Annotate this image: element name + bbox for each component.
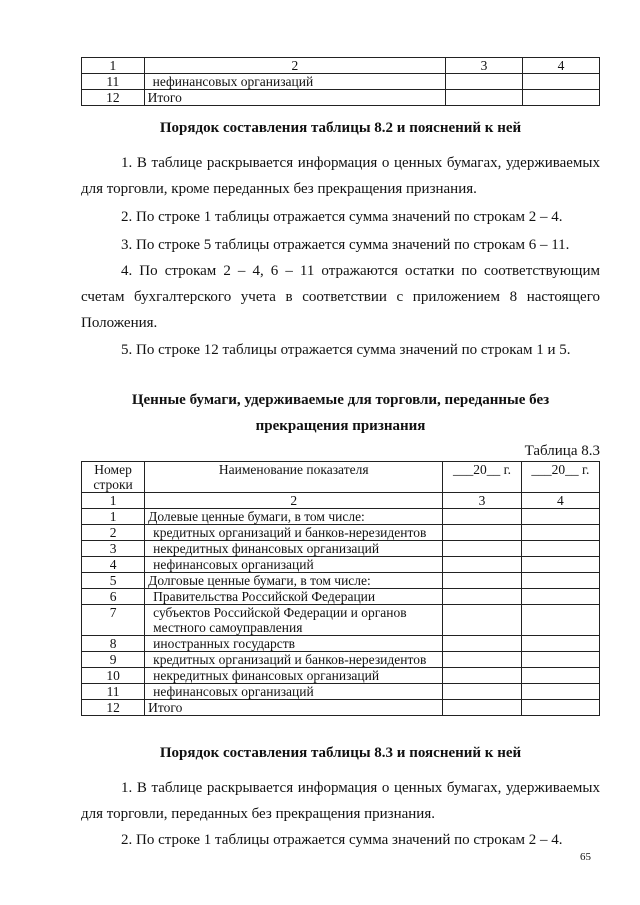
row-name: кредитных организаций и банков-нерезидентов: [145, 652, 443, 668]
table-row: [82, 74, 600, 90]
value-cell: [521, 636, 599, 652]
table-row: [82, 589, 600, 605]
row-name: нефинансовых организаций: [145, 557, 443, 573]
table-row: [82, 636, 600, 652]
value-cell: [521, 509, 599, 525]
table-8-2-fragment: [81, 57, 600, 106]
row-number: 9: [82, 652, 145, 668]
value-cell: [521, 573, 599, 589]
value-cell: [523, 90, 600, 106]
paragraph: 1. В таблице раскрывается информация о ценных бумагах, удерживаемых для торговли, переданных без прекращения признания.: [81, 780, 600, 822]
row-number: 2: [82, 525, 145, 541]
page-number: 65: [580, 851, 591, 863]
row-name: некредитных финансовых организаций: [145, 541, 443, 557]
table-row: [82, 557, 600, 573]
row-name: Долговые ценные бумаги, в том числе:: [145, 573, 443, 589]
header-date-1: ___20__ г.: [443, 462, 521, 493]
table-row: [82, 652, 600, 668]
value-cell: [521, 525, 599, 541]
value-cell: [521, 700, 599, 716]
table-header-row: [82, 462, 600, 493]
value-cell: [446, 74, 523, 90]
value-cell: [521, 605, 599, 636]
table-header-row: [82, 58, 600, 74]
row-name: нефинансовых организаций: [144, 74, 445, 90]
row-name: нефинансовых организаций: [145, 684, 443, 700]
table-title-line2: прекращения признания: [255, 418, 426, 434]
row-number: 12: [82, 90, 145, 106]
value-cell: [521, 684, 599, 700]
table-row: [82, 509, 600, 525]
value-cell: [443, 636, 521, 652]
value-cell: [443, 525, 521, 541]
value-cell: [521, 541, 599, 557]
paragraph: 1. В таблице раскрывается информация о ценных бумагах, удерживаемых для торговли, кроме переданных без прекращения признания.: [81, 155, 600, 197]
table-row: [82, 541, 600, 557]
row-name: Долевые ценные бумаги, в том числе:: [145, 509, 443, 525]
table-title-line1: Ценные бумаги, удерживаемые для торговли, переданные без: [131, 392, 550, 408]
table-label: Таблица 8.3: [524, 443, 600, 459]
value-cell: [446, 90, 523, 106]
row-number: 10: [82, 668, 145, 684]
header-row-number: Номер строки: [82, 462, 145, 493]
value-cell: [523, 74, 600, 90]
paragraph: 5. По строке 12 таблицы отражается сумма значений по строкам 1 и 5.: [121, 342, 571, 358]
table-numbering-row: [82, 493, 600, 509]
paragraph: 4. По строкам 2 – 4, 6 – 11 отражаются остатки по соответствующим счетам бухгалтерского учета в соответствии с приложением 8 настоящего Положения.: [81, 263, 600, 331]
value-cell: [443, 605, 521, 636]
row-name: кредитных организаций и банков-нерезидентов: [145, 525, 443, 541]
value-cell: [443, 573, 521, 589]
value-cell: [443, 509, 521, 525]
header-date-2: ___20__ г.: [521, 462, 599, 493]
value-cell: [443, 541, 521, 557]
row-name: иностранных государств: [145, 636, 443, 652]
row-name: некредитных финансовых организаций: [145, 668, 443, 684]
value-cell: [443, 652, 521, 668]
row-name: Итого: [145, 700, 443, 716]
numbering-cell: 4: [521, 493, 599, 509]
table-row: [82, 605, 600, 636]
table-row: [82, 525, 600, 541]
row-number: 8: [82, 636, 145, 652]
section-heading-8-2: Порядок составления таблицы 8.2 и пояснений к ней: [159, 120, 522, 136]
paragraph: 2. По строке 1 таблицы отражается сумма значений по строкам 2 – 4.: [121, 832, 563, 848]
value-cell: [443, 589, 521, 605]
table-row: [82, 684, 600, 700]
header-indicator-name: Наименование показателя: [145, 462, 443, 493]
table-8-3: [81, 461, 600, 716]
header-cell: 2: [144, 58, 445, 74]
table-row: [82, 700, 600, 716]
header-cell: 1: [82, 58, 145, 74]
header-cell: 3: [446, 58, 523, 74]
row-number: 7: [82, 605, 145, 636]
numbering-cell: 1: [82, 493, 145, 509]
row-number: 1: [82, 509, 145, 525]
section-heading-8-3: Порядок составления таблицы 8.3 и пояснений к ней: [159, 745, 522, 761]
table-row: [82, 90, 600, 106]
row-number: 3: [82, 541, 145, 557]
table-row: [82, 668, 600, 684]
value-cell: [443, 684, 521, 700]
row-name: субъектов Российской Федерации и органов местного самоуправления: [145, 605, 443, 636]
row-number: 5: [82, 573, 145, 589]
row-name: Итого: [144, 90, 445, 106]
row-number: 11: [82, 684, 145, 700]
value-cell: [443, 668, 521, 684]
row-number: 6: [82, 589, 145, 605]
row-name: Правительства Российской Федерации: [145, 589, 443, 605]
value-cell: [521, 557, 599, 573]
row-number: 12: [82, 700, 145, 716]
table-body: [82, 509, 600, 716]
header-cell: 4: [523, 58, 600, 74]
numbering-cell: 3: [443, 493, 521, 509]
numbering-cell: 2: [145, 493, 443, 509]
value-cell: [521, 668, 599, 684]
paragraph: 3. По строке 5 таблицы отражается сумма значений по строкам 6 – 11.: [121, 237, 570, 253]
row-number: 4: [82, 557, 145, 573]
table-row: [82, 573, 600, 589]
row-number: 11: [82, 74, 145, 90]
value-cell: [443, 557, 521, 573]
value-cell: [443, 700, 521, 716]
value-cell: [521, 589, 599, 605]
paragraph: 2. По строке 1 таблицы отражается сумма значений по строкам 2 – 4.: [121, 209, 563, 225]
value-cell: [521, 652, 599, 668]
